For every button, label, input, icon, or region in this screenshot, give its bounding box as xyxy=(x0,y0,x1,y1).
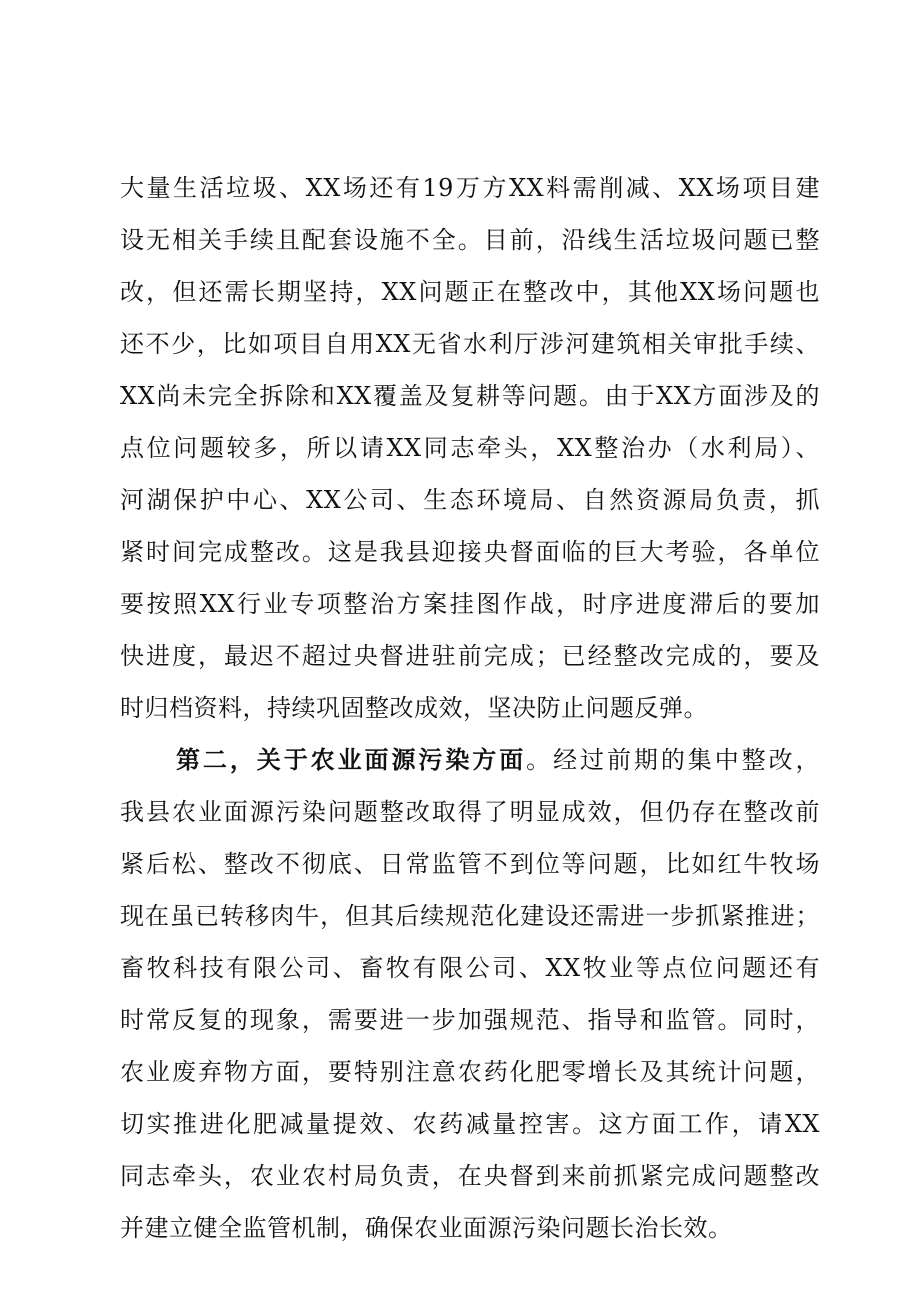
paragraph-line: 时归档资料，持续巩固整改成效，坚决防止问题反弹。 xyxy=(120,694,708,722)
paragraph-line: 农业废弃物方面，要特别注意农药化肥零增长及其统计问题， xyxy=(120,1058,820,1086)
paragraph-first-line xyxy=(120,734,820,786)
paragraph-1 xyxy=(120,162,820,734)
heading-continuation: 。经过前期的集中整改， xyxy=(526,746,821,774)
paragraph-line: 改，但还需长期坚持，XX问题正在整改中，其他XX场问题也 xyxy=(120,278,820,306)
paragraph-line: 现在虽已转移肉牛，但其后续规范化建设还需进一步抓紧推进； xyxy=(120,902,820,930)
paragraph-line: 快进度，最迟不超过央督进驻前完成；已经整改完成的，要及 xyxy=(120,642,820,670)
paragraph-line: 还不少，比如项目自用XX无省水利厅涉河建筑相关审批手续、 xyxy=(120,330,820,358)
paragraph-line: 同志牵头，农业农村局负责，在央督到来前抓紧完成问题整改 xyxy=(120,1162,820,1190)
paragraph-line: 紧后松、整改不彻底、日常监管不到位等问题，比如红牛牧场 xyxy=(120,850,820,878)
paragraph-line: 畜牧科技有限公司、畜牧有限公司、XX牧业等点位问题还有 xyxy=(120,954,820,982)
paragraph-line: 紧时间完成整改。这是我县迎接央督面临的巨大考验，各单位 xyxy=(120,538,820,566)
paragraph-line: 大量生活垃圾、XX场还有19万方XX料需削减、XX场项目建 xyxy=(120,174,820,202)
paragraph-line: 设无相关手续且配套设施不全。目前，沿线生活垃圾问题已整 xyxy=(120,226,820,254)
paragraph-line: 河湖保护中心、XX公司、生态环境局、自然资源局负责，抓 xyxy=(120,486,820,514)
document-body xyxy=(120,162,820,1254)
section-heading: 第二，关于农业面源污染方面 xyxy=(176,746,527,774)
paragraph-line: 要按照XX行业专项整治方案挂图作战，时序进度滞后的要加 xyxy=(120,590,820,618)
paragraph-line: 我县农业面源污染问题整改取得了明显成效，但仍存在整改前 xyxy=(120,798,820,826)
paragraph-line: 点位问题较多，所以请XX同志牵头，XX整治办（水利局）、 xyxy=(120,434,820,462)
paragraph-line: XX尚未完全拆除和XX覆盖及复耕等问题。由于XX方面涉及的 xyxy=(120,382,820,410)
paragraph-2 xyxy=(120,734,820,1254)
paragraph-line: 时常反复的现象，需要进一步加强规范、指导和监管。同时， xyxy=(120,1006,820,1034)
paragraph-line: 并建立健全监管机制，确保农业面源污染问题长治长效。 xyxy=(120,1214,733,1242)
paragraph-line: 切实推进化肥减量提效、农药减量控害。这方面工作，请XX xyxy=(120,1110,820,1138)
